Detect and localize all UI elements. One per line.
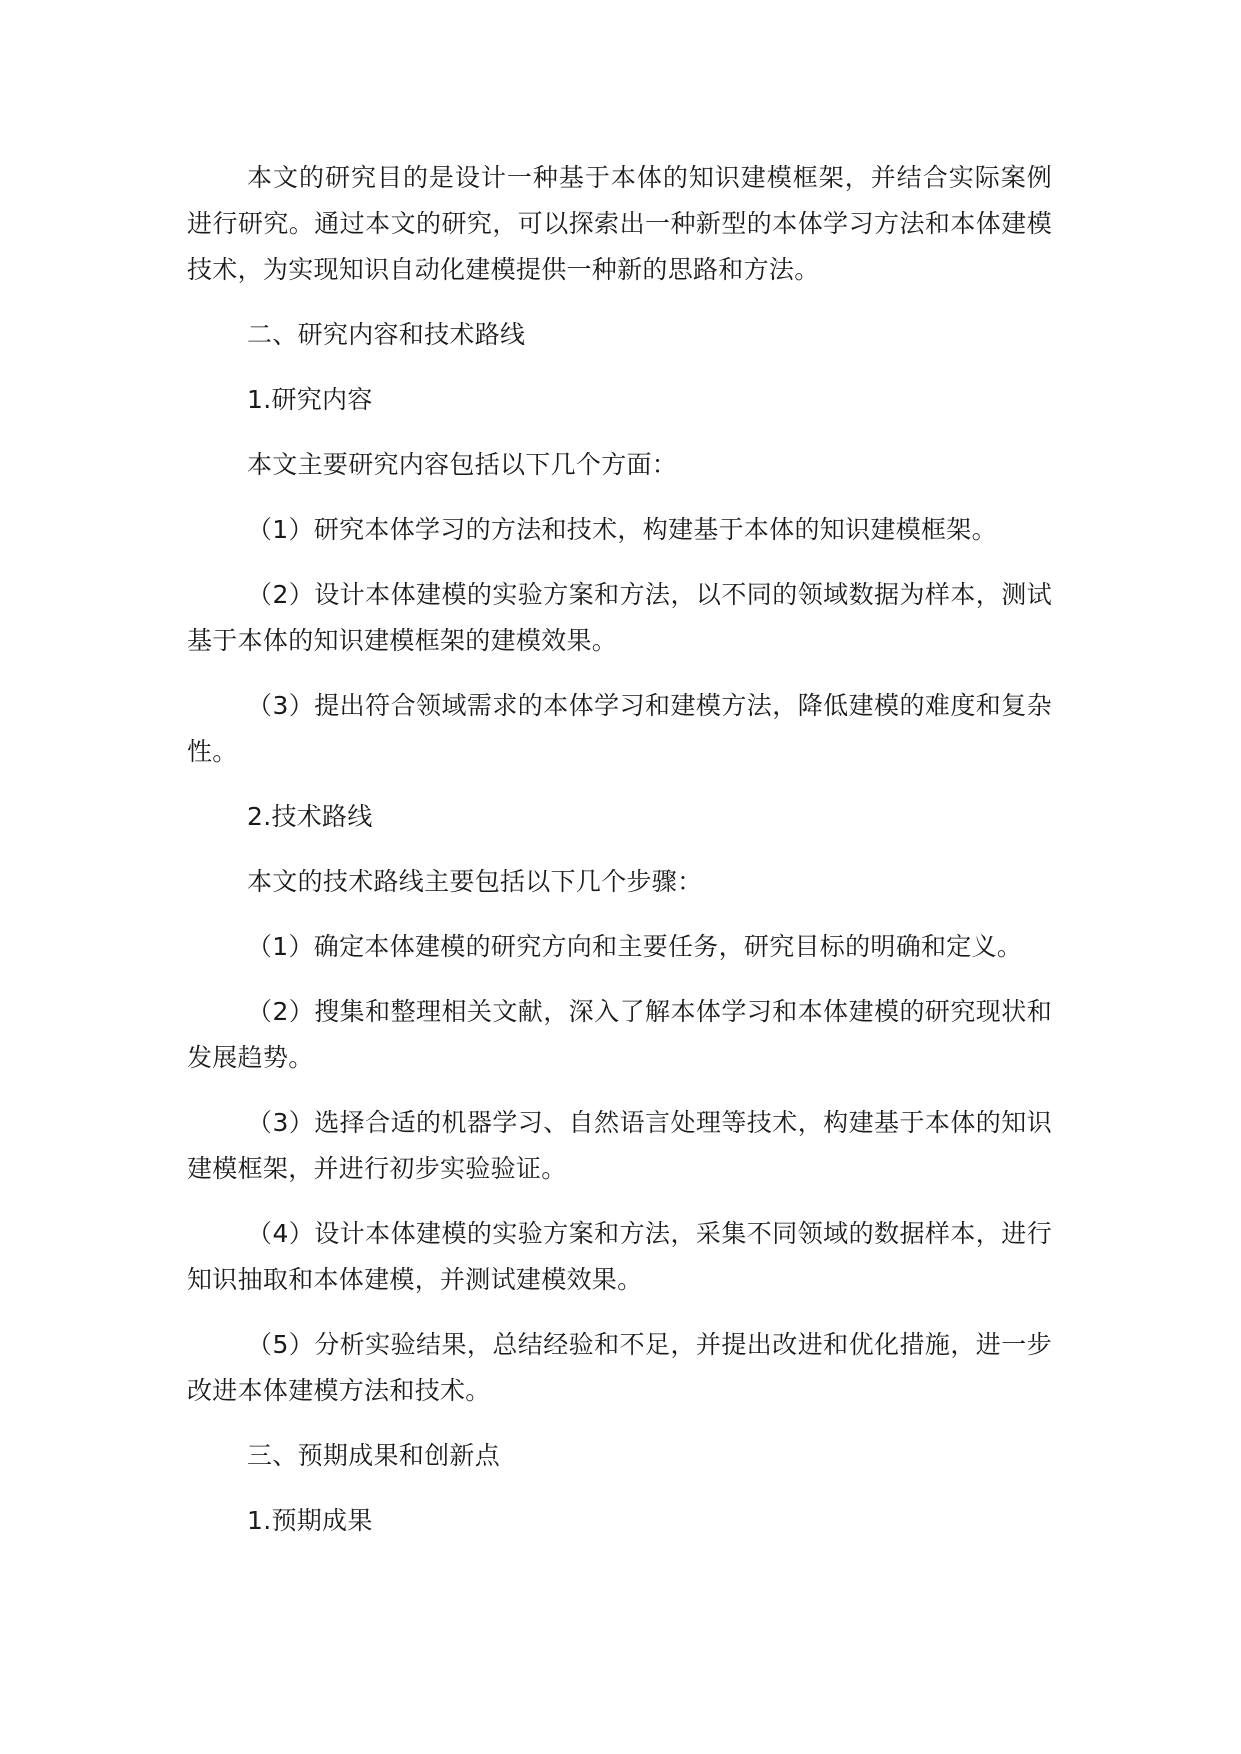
list-item-content-3: （3）提出符合领域需求的本体学习和建模方法，降低建模的难度和复杂性。 [187, 691, 1052, 766]
list-item-step-5: （5）分析实验结果，总结经验和不足，并提出改进和优化措施，进一步改进本体建模方法和技术。 [187, 1330, 1052, 1405]
section-heading-research-content-and-technical-route: 二、研究内容和技术路线 [247, 320, 526, 349]
paragraph-research-purpose: 本文的研究目的是设计一种基于本体的知识建模框架，并结合实际案例进行研究。通过本文的研究，可以探索出一种新型的本体学习方法和本体建模技术，为实现知识自动化建模提供一种新的思路和方法。 [187, 163, 1052, 284]
document-body [187, 155, 1052, 1563]
list-item-step-4: （4）设计本体建模的实验方案和方法，采集不同领域的数据样本，进行知识抽取和本体建模，并测试建模效果。 [187, 1219, 1052, 1294]
subheading-expected-results: 1.预期成果 [247, 1506, 373, 1535]
paragraph-technical-route-intro: 本文的技术路线主要包括以下几个步骤： [247, 867, 703, 896]
section-heading-expected-results-and-innovations: 三、预期成果和创新点 [247, 1441, 501, 1470]
list-item-step-1: （1）确定本体建模的研究方向和主要任务，研究目标的明确和定义。 [247, 932, 1023, 961]
subheading-research-content: 1.研究内容 [247, 385, 373, 414]
list-item-content-2: （2）设计本体建模的实验方案和方法，以不同的领域数据为样本，测试基于本体的知识建模框架的建模效果。 [187, 580, 1052, 655]
paragraph-research-content-intro: 本文主要研究内容包括以下几个方面： [247, 450, 678, 479]
subheading-technical-route: 2.技术路线 [247, 802, 373, 831]
list-item-step-3: （3）选择合适的机器学习、自然语言处理等技术，构建基于本体的知识建模框架，并进行初步实验验证。 [187, 1108, 1052, 1183]
list-item-content-1: （1）研究本体学习的方法和技术，构建基于本体的知识建模框架。 [247, 515, 997, 544]
list-item-step-2: （2）搜集和整理相关文献，深入了解本体学习和本体建模的研究现状和发展趋势。 [187, 997, 1052, 1072]
